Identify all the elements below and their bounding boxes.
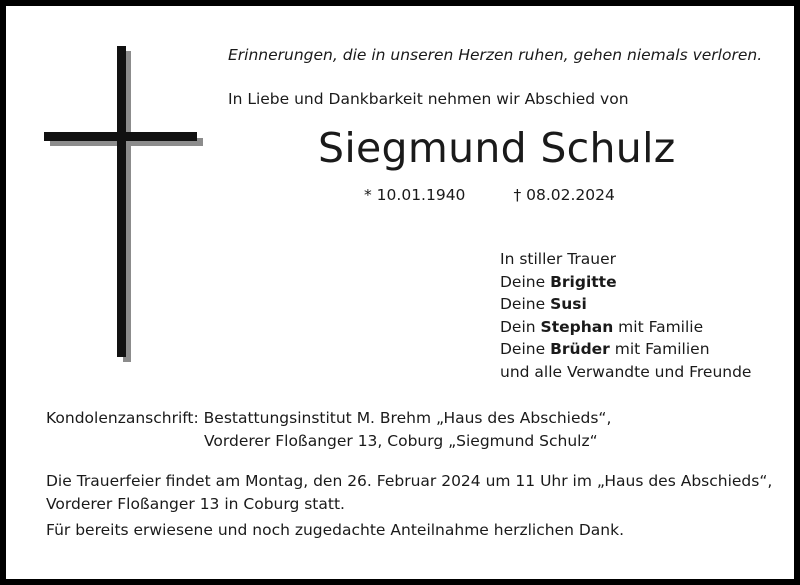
thanks-text: Für bereits erwiesene und noch zugedachte Anteilnahme herzlichen Dank.	[46, 521, 625, 539]
death-date: † 08.02.2024	[513, 186, 615, 204]
ceremony-line-2: Vorderer Floßanger 13 in Coburg statt.	[46, 494, 345, 513]
mourner-line: Deine Brigitte	[500, 272, 617, 291]
mourner-name: Stephan	[540, 317, 614, 336]
mourners-heading: In stiller Trauer	[500, 250, 617, 268]
condolence-address	[46, 407, 611, 452]
ceremony-line-1: Die Trauerfeier findet am Montag, den 26. Februar 2024 um 11 Uhr im „Haus des Abschieds“,	[46, 472, 773, 490]
mourner-name: Brigitte	[550, 272, 617, 291]
ceremony-info	[46, 470, 772, 515]
mourner-line: Deine Brüder mit Familien	[500, 340, 710, 358]
mourner-name: Brüder	[550, 340, 610, 358]
deceased-name: Siegmund Schulz	[318, 124, 676, 172]
mourners-list	[500, 248, 751, 383]
birth-date: * 10.01.1940	[364, 186, 466, 204]
intro-text: In Liebe und Dankbarkeit nehmen wir Abschied von	[228, 90, 629, 108]
condolence-line-1: Kondolenzanschrift: Bestattungsinstitut M. Brehm „Haus des Abschieds“,	[46, 409, 612, 427]
life-dates	[364, 186, 615, 204]
cross-icon	[44, 46, 204, 366]
mourner-line: Deine Susi	[500, 295, 587, 313]
mourners-closing: und alle Verwandte und Freunde	[500, 362, 752, 381]
mourner-name: Susi	[550, 295, 587, 313]
motto-text: Erinnerungen, die in unseren Herzen ruhen, gehen niemals verloren.	[228, 46, 763, 64]
mourner-line: Dein Stephan mit Familie	[500, 317, 704, 336]
condolence-line-2: Vorderer Floßanger 13, Coburg „Siegmund Schulz“	[204, 431, 598, 450]
